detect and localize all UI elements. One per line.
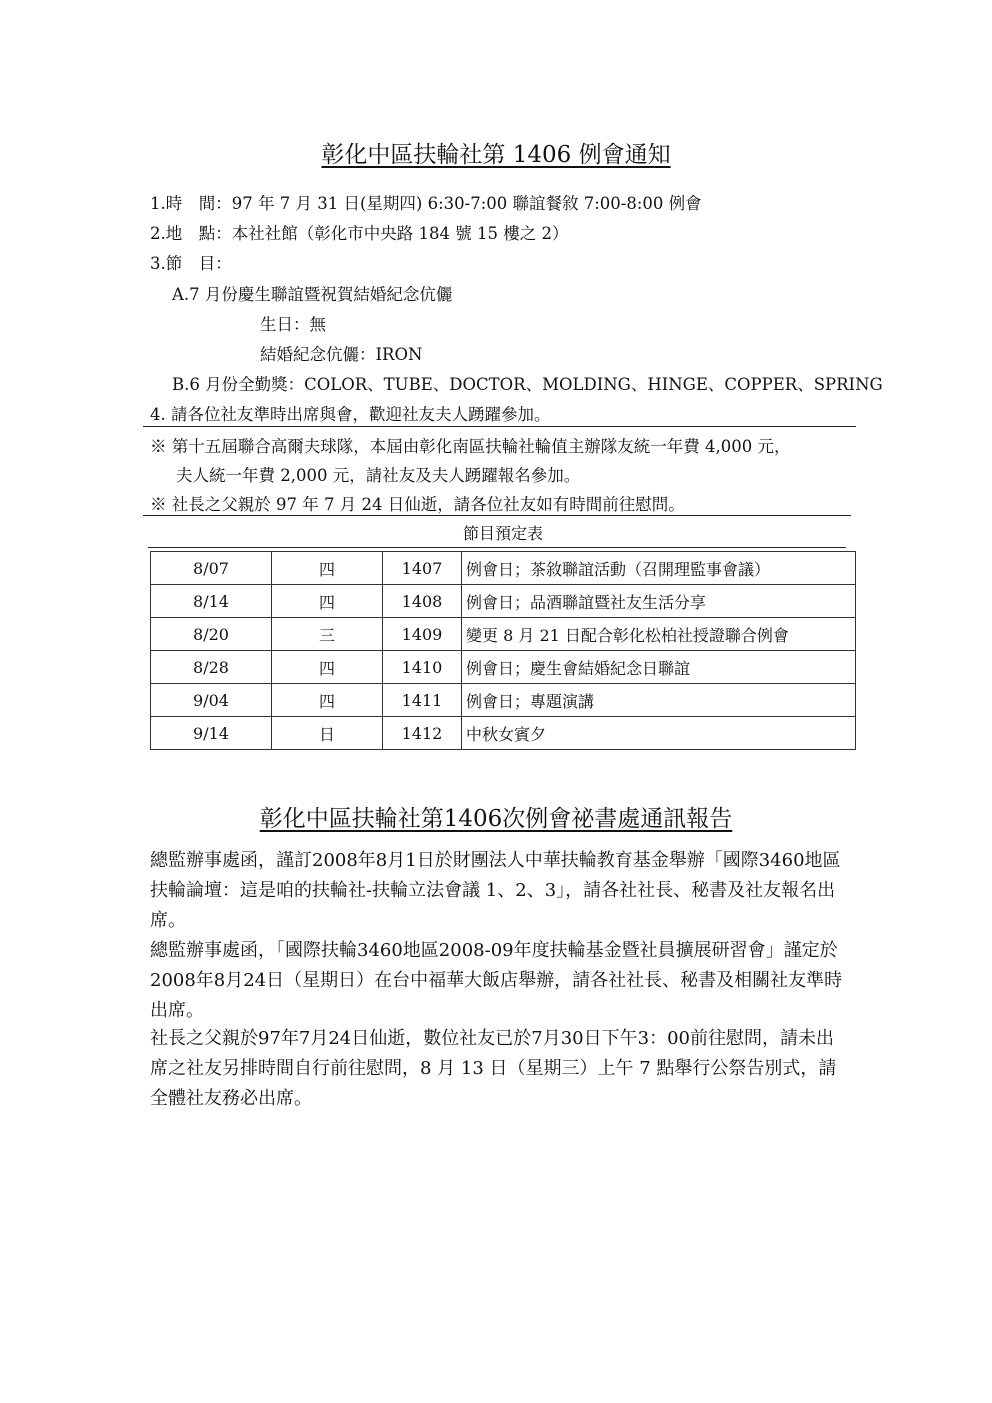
notice-line-program: 3.節 目： — [150, 254, 232, 273]
notice-line-anniversary: 結婚紀念伉儷：IRON — [260, 345, 423, 364]
schedule-meeting-no: 1408 — [383, 585, 462, 618]
table-row — [151, 684, 856, 717]
schedule-weekday: 三 — [272, 618, 383, 651]
schedule-weekday: 四 — [272, 684, 383, 717]
schedule-date: 9/14 — [151, 717, 272, 750]
report-paragraph: 總監辦事處函，「國際扶輪3460地區2008-09年度扶輪基金暨社員擴展研習會」謹定於2008年8月24日（星期日）在台中福華大飯店舉辦，請各社社長、秘書及相關社友準時出席。 — [150, 940, 843, 1021]
notice-line-attendance: 4. 請各位社友準時出席與會，歡迎社友夫人踴躍參加。 — [150, 405, 551, 424]
remark-condolence: ※ 社長之父親於 97 年 7 月 24 日仙逝，請各位社友如有時間前往慰問。 — [150, 495, 685, 514]
table-row — [151, 585, 856, 618]
table-row — [151, 651, 856, 684]
schedule-meeting-no: 1409 — [383, 618, 462, 651]
divider-line — [143, 426, 856, 427]
schedule-event: 例會日；品酒聯誼暨社友生活分享 — [462, 585, 856, 618]
schedule-date: 8/20 — [151, 618, 272, 651]
schedule-event: 中秋女賓夕 — [462, 717, 856, 750]
notice-title: 彰化中區扶輪社第 1406 例會通知 — [321, 142, 671, 168]
notice-line-time: 1.時 間：97 年 7 月 31 日(星期四) 6:30-7:00 聯誼餐敘 7:00-8:00 例會 — [150, 194, 702, 213]
schedule-meeting-no: 1412 — [383, 717, 462, 750]
notice-line-birthday: 生日：無 — [260, 315, 326, 334]
schedule-meeting-no: 1407 — [383, 552, 462, 585]
report-paragraph: 社長之父親於97年7月24日仙逝，數位社友已於7月30日下午3：00前往慰問，請未出席之社友另排時間自行前往慰問，8 月 13 日（星期三）上午 7 點舉行公祭告別式，請全體社友務必出席。 — [150, 1028, 837, 1109]
notice-line-place: 2.地 點：本社社館（彰化市中央路 184 號 15 樓之 2） — [150, 224, 569, 243]
schedule-date: 8/14 — [151, 585, 272, 618]
schedule-meeting-no: 1411 — [383, 684, 462, 717]
schedule-weekday: 四 — [272, 552, 383, 585]
schedule-event: 例會日；專題演講 — [462, 684, 856, 717]
schedule-date: 9/04 — [151, 684, 272, 717]
table-row — [151, 552, 856, 585]
report-paragraph: 總監辦事處函，謹訂2008年8月1日於財團法人中華扶輪教育基金舉辦「國際3460地區扶輪論壇：這是咱的扶輪社-扶輪立法會議 1、2、3」，請各社社長、秘書及社友報名出席。 — [150, 850, 841, 931]
schedule-event: 變更 8 月 21 日配合彰化松柏社授證聯合例會 — [462, 618, 856, 651]
remark-golf: ※ 第十五屆聯合高爾夫球隊，本屆由彰化南區扶輪社輪值主辦隊友統一年費 4,000 元， — [150, 437, 791, 456]
schedule-weekday: 四 — [272, 651, 383, 684]
remark-golf-cont: 夫人統一年費 2,000 元，請社友及夫人踴躍報名參加。 — [176, 466, 581, 485]
table-row — [151, 717, 856, 750]
schedule-date: 8/28 — [151, 651, 272, 684]
schedule-meeting-no: 1410 — [383, 651, 462, 684]
schedule-weekday: 日 — [272, 717, 383, 750]
schedule-event: 例會日；茶敘聯誼活動（召開理監事會議） — [462, 552, 856, 585]
divider-line — [148, 547, 846, 548]
report-title: 彰化中區扶輪社第1406次例會祕書處通訊報告 — [259, 806, 733, 832]
table-row — [151, 618, 856, 651]
schedule-weekday: 四 — [272, 585, 383, 618]
notice-line-program-a: A.7 月份慶生聯誼暨祝賀結婚紀念伉儷 — [172, 285, 453, 304]
schedule-table — [150, 551, 856, 750]
notice-line-program-b: B.6 月份全勤獎：COLOR、TUBE、DOCTOR、MOLDING、HINGE、COPPER、SPRING — [172, 375, 883, 394]
schedule-date: 8/07 — [151, 552, 272, 585]
schedule-caption: 節目預定表 — [462, 524, 543, 543]
schedule-event: 例會日；慶生會結婚紀念日聯誼 — [462, 651, 856, 684]
divider-line — [143, 515, 851, 516]
